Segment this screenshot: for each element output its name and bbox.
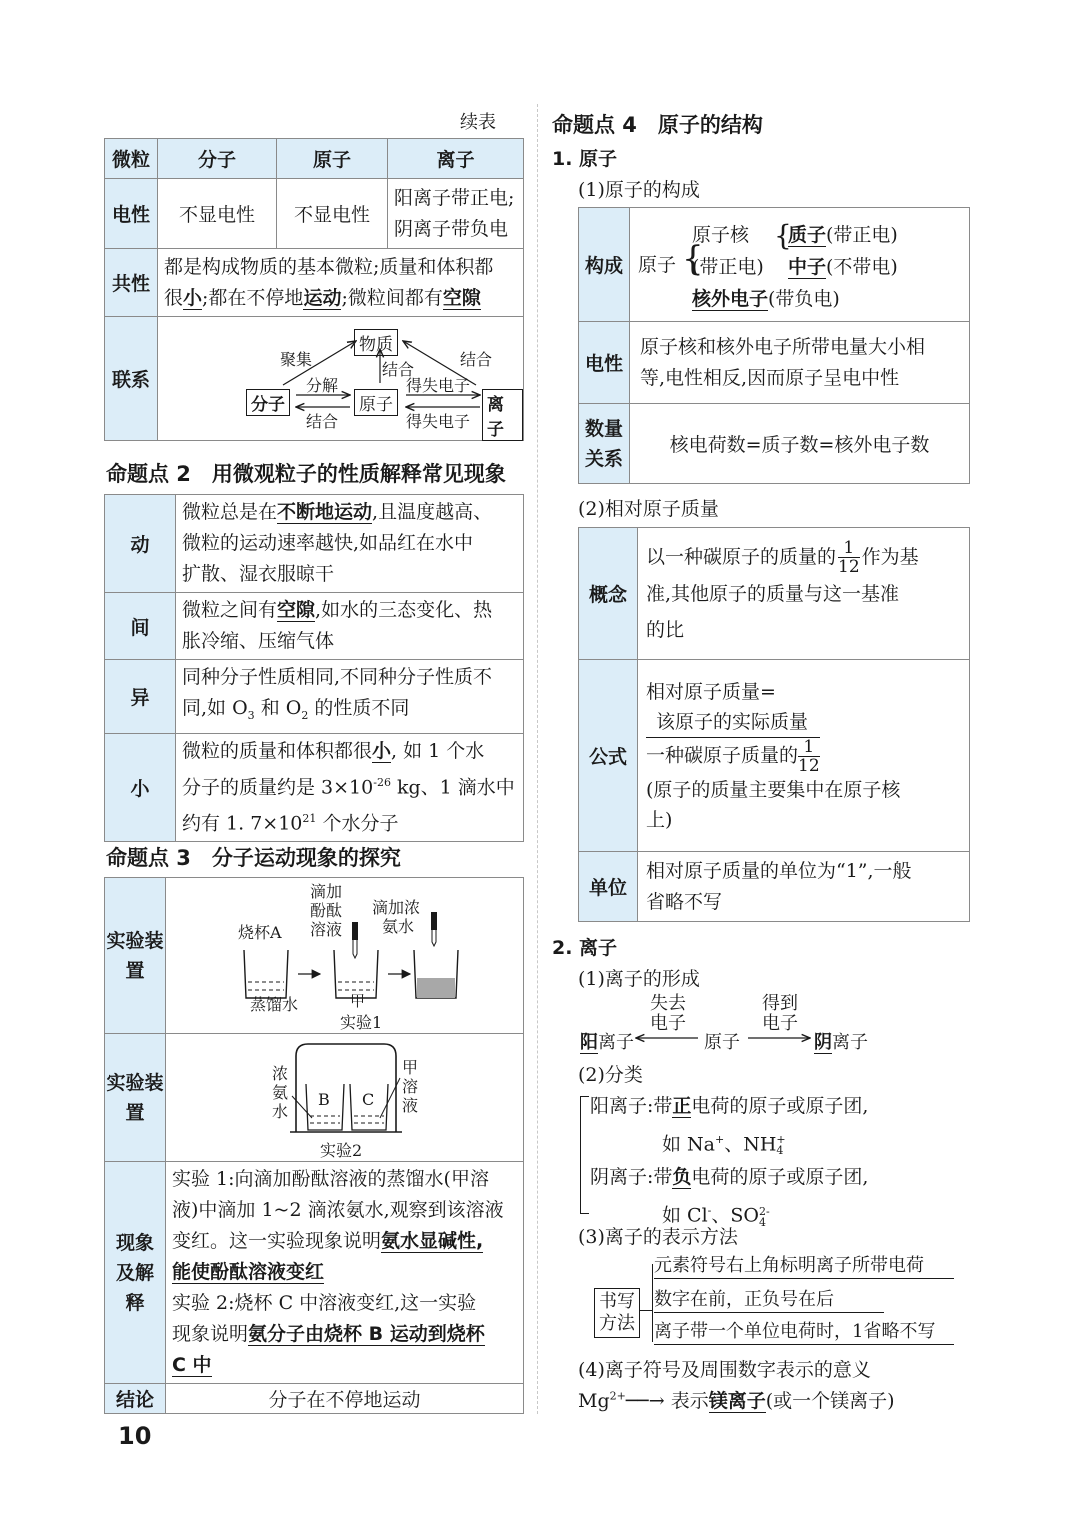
writing-rule-2: 数字在前，正负号在后: [654, 1288, 884, 1313]
cell-common: 都是构成物质的基本微粒;质量和体积都 很小;都在不停地运动;微粒间都有空隙: [158, 249, 524, 317]
label-drop-phenol: 滴加 酚酞 溶液: [310, 882, 343, 939]
classification-bracket: [580, 1096, 589, 1214]
ion-formation-diagram: [578, 994, 878, 1054]
label-anion: 阴离子: [814, 1032, 868, 1053]
cell-electricity: 原子核和核外电子所带电量大小相 等,电性相反,因而原子呈电中性: [630, 322, 970, 404]
node-matter: 物质: [354, 329, 398, 356]
writing-rule-1: 元素符号右上角标明离子所带电荷: [654, 1254, 954, 1279]
label-jia: 甲: [350, 992, 366, 1010]
node-molecule: 分子: [246, 389, 290, 416]
row-label-concept: 概念: [579, 528, 638, 660]
row-label-quantity: 数量关系: [579, 404, 630, 484]
cell-diff: 同种分子性质相同,不同种分子性质不 同,如 $O_3$ 和 $O_2$ 的性质不同: [176, 660, 524, 734]
continued-label: 续表: [460, 112, 496, 133]
cell-unit: 相对原子质量的单位为“1”,一般 省略不写: [638, 852, 970, 922]
label-drop-ammonia: 滴加浓 氨水: [372, 898, 421, 936]
row-label-move: 动: [105, 495, 176, 593]
row-label-gap: 间: [105, 593, 176, 660]
row-label-composition: 构成: [579, 208, 630, 322]
row-label-link: 联系: [105, 317, 158, 441]
label-jia-solution: 甲 溶 液: [402, 1058, 419, 1115]
label-beaker-b: B: [318, 1090, 330, 1109]
experiment-table: [104, 877, 524, 1414]
heading-ion-classification: (2)分类: [578, 1064, 643, 1086]
cell-ion-electric: 阳离子带正电; 阴离子带负电: [388, 179, 524, 249]
heading-atom: 1. 原子: [552, 148, 618, 170]
header-molecule: 分子: [158, 139, 277, 179]
heading-ion: 2. 离子: [552, 937, 618, 959]
label-decompose: 分解: [306, 376, 339, 395]
page-number: 10: [118, 1422, 152, 1450]
row-label-setup1: 实验装置: [105, 878, 166, 1034]
label-gain-electron: 得到 电子: [762, 993, 798, 1034]
cell-move: 微粒总是在不断地运动,且温度越高、 微粒的运动速率越快,如品红在水中 扩散、湿衣服晾干: [176, 495, 524, 593]
label-combine-right: 结合: [460, 350, 493, 369]
cell-conclusion: 分子在不停地运动: [166, 1384, 524, 1414]
phenomena-table: [104, 494, 524, 842]
brace-right: {: [774, 219, 792, 252]
header-atom: 原子: [277, 139, 388, 179]
node-ion: 离子: [482, 389, 523, 441]
row-label-formula: 公式: [579, 660, 638, 852]
label-gainlose-top: 得失电子: [406, 376, 471, 395]
row-label-conclusion: 结论: [105, 1384, 166, 1414]
row-label-phenomenon: 现象及解释: [105, 1162, 166, 1384]
row-label-diff: 异: [105, 660, 176, 734]
comp-nucleus-charge: (带正电): [692, 256, 764, 278]
atom-table: [578, 207, 970, 484]
classification-list: 阳离子:带正电荷的原子或原子团, 如 Na+、NH + 4 阴离子:带负电荷的原子或原子团, 如 Cl-、SO 2- 4: [590, 1095, 869, 1229]
label-conc-ammonia: 浓 氨 水: [272, 1064, 289, 1121]
heading-atom-composition: (1)原子的构成: [578, 179, 700, 201]
node-atom: 原子: [354, 389, 398, 416]
cell-composition: [630, 208, 970, 322]
comp-atom: 原子: [638, 254, 677, 276]
comp-neutron-row: 中子(不带电): [788, 256, 898, 278]
writing-rule-3: 离子带一个单位电荷时，1省略不写: [654, 1320, 954, 1345]
writing-method-box: 书写 方法: [594, 1288, 640, 1338]
label-cation: 阳离子: [580, 1032, 634, 1053]
exp2-diagram: [166, 1034, 524, 1162]
header-ion: 离子: [388, 139, 524, 179]
link-diagram: [158, 317, 524, 441]
heading-ion-formation: (1)离子的形成: [578, 968, 700, 990]
label-combine-bottom: 结合: [306, 412, 339, 431]
column-divider: [537, 104, 538, 1414]
section-title-p3: 命题点 3 分子运动现象的探究: [106, 846, 401, 870]
cell-quantity: 核电荷数=质子数=核外电子数: [630, 404, 970, 484]
label-beaker-c: C: [362, 1090, 375, 1109]
label-gather: 聚集: [280, 350, 313, 369]
cell-molecule-electric: 不显电性: [158, 179, 277, 249]
row-label-common: 共性: [105, 249, 158, 317]
comp-electron-row: 核外电子(带负电): [692, 288, 840, 310]
brace-left: {: [682, 239, 704, 279]
section-title-p2: 命题点 2 用微观粒子的性质解释常见现象: [106, 462, 506, 486]
mg-example: $Mg^{2+}──\to$ 表示镁离子(或一个镁离子): [578, 1389, 895, 1412]
heading-ion-notation: (3)离子的表示方法: [578, 1226, 738, 1248]
heading-ion-meaning: (4)离子符号及周围数字表示的意义: [578, 1359, 871, 1381]
exp1-diagram: [166, 878, 524, 1034]
particle-table: [104, 138, 524, 441]
label-atom-center: 原子: [704, 1032, 740, 1053]
label-gainlose-bottom: 得失电子: [406, 412, 471, 431]
label-combine-mid: 结合: [382, 360, 415, 379]
comp-nucleus: 原子核: [692, 224, 750, 246]
row-label-unit: 单位: [579, 852, 638, 922]
cell-phenomenon: 实验 1:向滴加酚酞溶液的蒸馏水(甲溶 液)中滴加 1~2 滴浓氨水,观察到该溶液 变红。这一实验现象说明氨水显碱性, 能使酚酞溶液变红 实验 2:烧杯 C 中溶液变红,这一实验 现象说明氨分子由烧杯 B 运动到烧杯 C 中: [166, 1162, 524, 1384]
cell-formula: 相对原子质量= 该原子的实际质量 一种碳原子质量的 $\frac{1}{12}$ (原子的质量主要集中在原子核 上): [638, 660, 970, 852]
comp-proton-row: 质子(带正电): [788, 224, 898, 246]
header-particle: 微粒: [105, 139, 158, 179]
label-lose-electron: 失去 电子: [650, 993, 686, 1034]
label-distilled-water: 蒸馏水: [250, 995, 299, 1014]
caption-exp2: 实验2: [320, 1141, 363, 1160]
writing-method: [578, 1254, 962, 1348]
relative-mass-table: [578, 527, 970, 922]
cell-atom-electric: 不显电性: [277, 179, 388, 249]
heading-relative-mass: (2)相对原子质量: [578, 498, 719, 520]
cell-small: 微粒的质量和体积都很小, 如 1 个水 分子的质量约是 $3\times 10^{-26}$ kg、1 滴水中 约有 1. $7\times 10^{21}$ 个水分子: [176, 733, 524, 842]
row-label-setup2: 实验装置: [105, 1034, 166, 1162]
row-label-electric: 电性: [105, 179, 158, 249]
section-title-p4: 命题点 4 原子的结构: [552, 113, 763, 137]
row-label-electricity: 电性: [579, 322, 630, 404]
cell-concept: 以一种碳原子的质量的 $\frac{1}{12}$ 作为基 准,其他原子的质量与这一基准 的比: [638, 528, 970, 660]
caption-exp1: 实验1: [340, 1013, 383, 1032]
row-label-small: 小: [105, 733, 176, 842]
label-beaker-a: 烧杯A: [238, 923, 282, 942]
cell-gap: 微粒之间有空隙,如水的三态变化、热 胀冷缩、压缩气体: [176, 593, 524, 660]
